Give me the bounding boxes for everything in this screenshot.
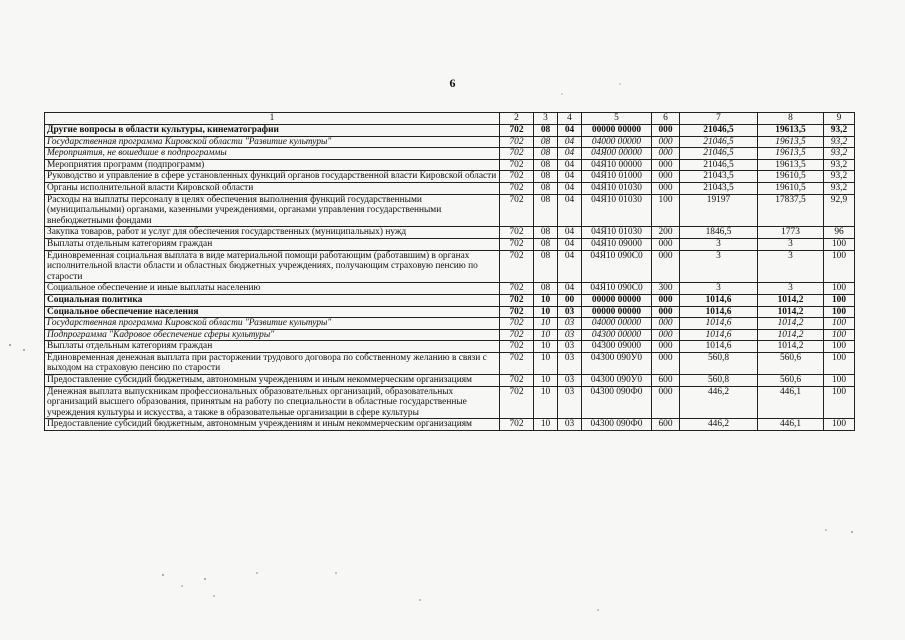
row-name: Предоставление субсидий бюджетным, автономным учреждениям и иным некоммерческим организациям	[45, 375, 500, 387]
expense-type-code: 000	[652, 306, 680, 318]
section-code: 10	[534, 352, 558, 374]
subsection-code: 03	[558, 375, 582, 387]
table-row	[45, 125, 855, 137]
section-code: 10	[534, 375, 558, 387]
percent-value: 93,2	[824, 125, 855, 137]
target-code: 04300 090Ф0	[582, 386, 652, 419]
expense-type-code: 000	[652, 250, 680, 283]
expense-type-code: 000	[652, 148, 680, 160]
section-code: 08	[534, 125, 558, 137]
subsection-code: 04	[558, 227, 582, 239]
target-code: 04Я10 090С0	[582, 283, 652, 295]
plan-value: 3	[680, 238, 758, 250]
table-row	[45, 375, 855, 387]
target-code: 00000 00000	[582, 125, 652, 137]
target-code: 04300 090У0	[582, 375, 652, 387]
percent-value: 100	[824, 329, 855, 341]
row-name: Руководство и управление в сфере установленных функций органов государственной власти Кировской области	[45, 171, 500, 183]
subsection-code: 04	[558, 136, 582, 148]
table-row	[45, 136, 855, 148]
column-header: 1	[45, 113, 500, 125]
subsection-code: 04	[558, 283, 582, 295]
admin-code: 702	[500, 329, 534, 341]
expense-type-code: 000	[652, 352, 680, 374]
percent-value: 100	[824, 294, 855, 306]
admin-code: 702	[500, 318, 534, 330]
subsection-code: 04	[558, 182, 582, 194]
column-header: 8	[758, 113, 824, 125]
actual-value: 1014,2	[758, 329, 824, 341]
target-code: 04300 00000	[582, 329, 652, 341]
target-code: 04Я10 090С0	[582, 250, 652, 283]
percent-value: 100	[824, 341, 855, 353]
plan-value: 21046,5	[680, 125, 758, 137]
percent-value: 100	[824, 375, 855, 387]
row-name: Единовременная денежная выплата при расторжении трудового договора по собственному желанию в связи с выходом на страховую пенсию по старости	[45, 352, 500, 374]
section-code: 10	[534, 386, 558, 419]
row-name: Органы исполнительной власти Кировской области	[45, 182, 500, 194]
section-code: 08	[534, 283, 558, 295]
percent-value: 100	[824, 419, 855, 431]
target-code: 04300 090У0	[582, 352, 652, 374]
subsection-code: 04	[558, 125, 582, 137]
plan-value: 3	[680, 283, 758, 295]
actual-value: 19610,5	[758, 182, 824, 194]
table-row	[45, 159, 855, 171]
expense-type-code: 100	[652, 194, 680, 227]
plan-value: 1014,6	[680, 306, 758, 318]
section-code: 10	[534, 329, 558, 341]
plan-value: 560,8	[680, 352, 758, 374]
row-name: Социальное обеспечение населения	[45, 306, 500, 318]
table-row	[45, 238, 855, 250]
subsection-code: 04	[558, 159, 582, 171]
row-name: Закупка товаров, работ и услуг для обеспечения государственных (муниципальных) нужд	[45, 227, 500, 239]
expense-type-code: 000	[652, 341, 680, 353]
row-name: Расходы на выплаты персоналу в целях обеспечения выполнения функций государственными (муниципальными) органами, казенными учреждениями, органами управления государственными внебюджетными фондами	[45, 194, 500, 227]
section-code: 08	[534, 136, 558, 148]
expense-type-code: 000	[652, 136, 680, 148]
plan-value: 3	[680, 250, 758, 283]
table-row	[45, 329, 855, 341]
table-row	[45, 283, 855, 295]
percent-value: 100	[824, 386, 855, 419]
row-name: Выплаты отдельным категориям граждан	[45, 238, 500, 250]
percent-value: 100	[824, 238, 855, 250]
plan-value: 560,8	[680, 375, 758, 387]
row-name: Выплаты отдельным категориям граждан	[45, 341, 500, 353]
plan-value: 1014,6	[680, 318, 758, 330]
target-code: 04Я00 00000	[582, 148, 652, 160]
expense-type-code: 000	[652, 386, 680, 419]
plan-value: 446,2	[680, 386, 758, 419]
target-code: 04Я10 01030	[582, 182, 652, 194]
actual-value: 19613,5	[758, 159, 824, 171]
section-code: 08	[534, 148, 558, 160]
row-name: Социальная политика	[45, 294, 500, 306]
column-header: 6	[652, 113, 680, 125]
percent-value: 93,2	[824, 159, 855, 171]
target-code: 04Я10 01030	[582, 227, 652, 239]
row-name: Государственная программа Кировской области "Развитие культуры"	[45, 318, 500, 330]
percent-value: 100	[824, 352, 855, 374]
section-code: 08	[534, 171, 558, 183]
expense-type-code: 000	[652, 294, 680, 306]
subsection-code: 04	[558, 250, 582, 283]
subsection-code: 04	[558, 171, 582, 183]
section-code: 08	[534, 238, 558, 250]
plan-value: 21046,5	[680, 136, 758, 148]
table-row	[45, 306, 855, 318]
plan-value: 19197	[680, 194, 758, 227]
subsection-code: 03	[558, 306, 582, 318]
actual-value: 3	[758, 250, 824, 283]
section-code: 10	[534, 318, 558, 330]
table-row	[45, 227, 855, 239]
subsection-code: 00	[558, 294, 582, 306]
plan-value: 21043,5	[680, 171, 758, 183]
expense-type-code: 600	[652, 419, 680, 431]
expense-type-code: 000	[652, 182, 680, 194]
target-code: 00000 00000	[582, 294, 652, 306]
admin-code: 702	[500, 250, 534, 283]
column-header: 2	[500, 113, 534, 125]
plan-value: 21046,5	[680, 159, 758, 171]
plan-value: 1846,5	[680, 227, 758, 239]
section-code: 08	[534, 250, 558, 283]
row-name: Денежная выплата выпускникам профессиональных образовательных организаций, образовательных организаций высшего образования, принятым на работу по специальности в областные государственные учреждения культуры и искусства, а также в образовательные организации в сфере культуры	[45, 386, 500, 419]
admin-code: 702	[500, 194, 534, 227]
expense-type-code: 000	[652, 171, 680, 183]
column-header: 5	[582, 113, 652, 125]
row-name: Мероприятия программ (подпрограмм)	[45, 159, 500, 171]
table-row	[45, 386, 855, 419]
actual-value: 17837,5	[758, 194, 824, 227]
admin-code: 702	[500, 375, 534, 387]
table-row	[45, 419, 855, 431]
percent-value: 92,9	[824, 194, 855, 227]
subsection-code: 03	[558, 352, 582, 374]
table-row	[45, 341, 855, 353]
admin-code: 702	[500, 306, 534, 318]
actual-value: 1014,2	[758, 306, 824, 318]
admin-code: 702	[500, 227, 534, 239]
actual-value: 3	[758, 238, 824, 250]
actual-value: 560,6	[758, 352, 824, 374]
table-row	[45, 148, 855, 160]
percent-value: 93,2	[824, 182, 855, 194]
section-code: 08	[534, 227, 558, 239]
percent-value: 100	[824, 318, 855, 330]
plan-value: 446,2	[680, 419, 758, 431]
expense-type-code: 300	[652, 283, 680, 295]
target-code: 04000 00000	[582, 318, 652, 330]
table-row	[45, 171, 855, 183]
actual-value: 19613,5	[758, 125, 824, 137]
plan-value: 21046,5	[680, 148, 758, 160]
admin-code: 702	[500, 238, 534, 250]
target-code: 04Я10 09000	[582, 238, 652, 250]
plan-value: 1014,6	[680, 329, 758, 341]
table-row	[45, 194, 855, 227]
target-code: 04300 09000	[582, 341, 652, 353]
subsection-code: 04	[558, 238, 582, 250]
expense-type-code: 200	[652, 227, 680, 239]
plan-value: 1014,6	[680, 341, 758, 353]
subsection-code: 03	[558, 419, 582, 431]
table-row	[45, 318, 855, 330]
section-code: 08	[534, 182, 558, 194]
subsection-code: 03	[558, 386, 582, 419]
admin-code: 702	[500, 283, 534, 295]
section-code: 08	[534, 159, 558, 171]
subsection-code: 03	[558, 341, 582, 353]
row-name: Другие вопросы в области культуры, кинематографии	[45, 125, 500, 137]
admin-code: 702	[500, 125, 534, 137]
expense-type-code: 000	[652, 238, 680, 250]
admin-code: 702	[500, 294, 534, 306]
actual-value: 1014,2	[758, 341, 824, 353]
section-code: 10	[534, 306, 558, 318]
percent-value: 100	[824, 306, 855, 318]
actual-value: 1014,2	[758, 318, 824, 330]
column-header: 4	[558, 113, 582, 125]
plan-value: 21043,5	[680, 182, 758, 194]
table-row	[45, 250, 855, 283]
row-name: Государственная программа Кировской области "Развитие культуры"	[45, 136, 500, 148]
admin-code: 702	[500, 148, 534, 160]
percent-value: 93,2	[824, 136, 855, 148]
actual-value: 19610,5	[758, 171, 824, 183]
admin-code: 702	[500, 159, 534, 171]
admin-code: 702	[500, 171, 534, 183]
percent-value: 100	[824, 250, 855, 283]
target-code: 04Я10 01030	[582, 194, 652, 227]
admin-code: 702	[500, 386, 534, 419]
subsection-code: 03	[558, 329, 582, 341]
table-row	[45, 352, 855, 374]
column-header: 9	[824, 113, 855, 125]
admin-code: 702	[500, 419, 534, 431]
column-header: 3	[534, 113, 558, 125]
row-name: Подпрограмма "Кадровое обеспечение сферы культуры"	[45, 329, 500, 341]
actual-value: 1773	[758, 227, 824, 239]
target-code: 04300 090Ф0	[582, 419, 652, 431]
actual-value: 19613,5	[758, 136, 824, 148]
expense-type-code: 000	[652, 125, 680, 137]
percent-value: 100	[824, 283, 855, 295]
actual-value: 560,6	[758, 375, 824, 387]
expense-type-code: 000	[652, 329, 680, 341]
target-code: 04Я10 00000	[582, 159, 652, 171]
subsection-code: 03	[558, 318, 582, 330]
section-code: 10	[534, 294, 558, 306]
row-name: Единовременная социальная выплата в виде материальной помощи работающим (работавшим) в органах исполнительной власти области и областных бюджетных учреждениях, получающим страховую пенсию по старости	[45, 250, 500, 283]
page-number: 6	[449, 76, 456, 90]
actual-value: 1014,2	[758, 294, 824, 306]
admin-code: 702	[500, 182, 534, 194]
actual-value: 446,1	[758, 386, 824, 419]
expense-type-code: 600	[652, 375, 680, 387]
target-code: 04Я10 01000	[582, 171, 652, 183]
section-code: 10	[534, 341, 558, 353]
section-code: 08	[534, 194, 558, 227]
budget-table	[44, 112, 855, 431]
admin-code: 702	[500, 136, 534, 148]
expense-type-code: 000	[652, 159, 680, 171]
expense-type-code: 000	[652, 318, 680, 330]
row-name: Предоставление субсидий бюджетным, автономным учреждениям и иным некоммерческим организациям	[45, 419, 500, 431]
column-number-row	[45, 113, 855, 125]
target-code: 00000 00000	[582, 306, 652, 318]
table-row	[45, 294, 855, 306]
column-header: 7	[680, 113, 758, 125]
target-code: 04000 00000	[582, 136, 652, 148]
actual-value: 19613,5	[758, 148, 824, 160]
row-name: Мероприятия, не вошедшие в подпрограммы	[45, 148, 500, 160]
actual-value: 3	[758, 283, 824, 295]
table-row	[45, 182, 855, 194]
row-name: Социальное обеспечение и иные выплаты населению	[45, 283, 500, 295]
admin-code: 702	[500, 341, 534, 353]
admin-code: 702	[500, 352, 534, 374]
actual-value: 446,1	[758, 419, 824, 431]
subsection-code: 04	[558, 148, 582, 160]
plan-value: 1014,6	[680, 294, 758, 306]
subsection-code: 04	[558, 194, 582, 227]
percent-value: 93,2	[824, 148, 855, 160]
percent-value: 96	[824, 227, 855, 239]
percent-value: 93,2	[824, 171, 855, 183]
section-code: 10	[534, 419, 558, 431]
